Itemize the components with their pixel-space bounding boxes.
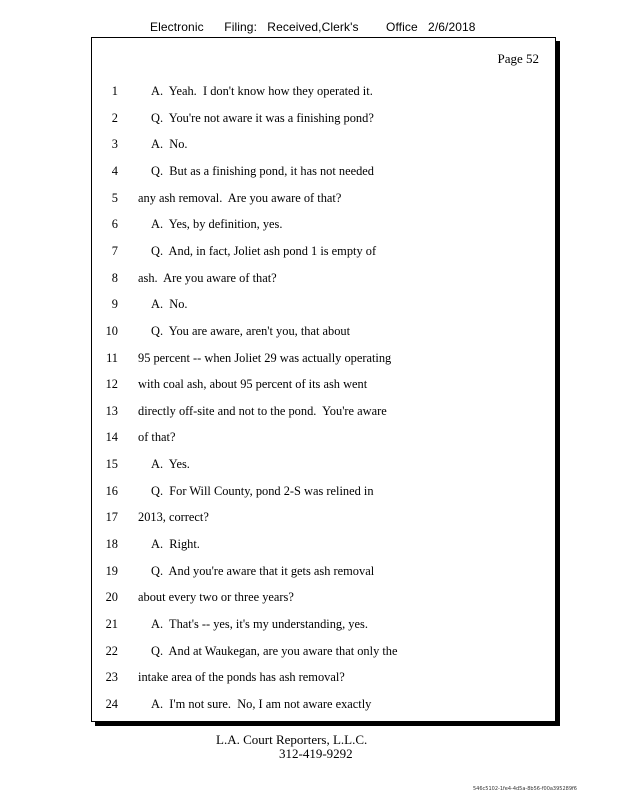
line-text: of that?: [138, 430, 176, 444]
line-number: 21: [105, 617, 118, 631]
transcript-line: [92, 508, 532, 526]
line-number: 13: [105, 404, 118, 418]
transcript-line: [92, 162, 532, 180]
transcript-line: [92, 562, 532, 580]
line-number: 19: [105, 564, 118, 578]
transcript-line: [92, 189, 532, 207]
transcript-line: [92, 135, 532, 153]
line-number: 4: [111, 164, 118, 178]
line-text: A. Right.: [151, 537, 200, 551]
line-text: intake area of the ponds has ash removal?: [138, 670, 345, 684]
line-text: Q. And at Waukegan, are you aware that only the: [151, 644, 398, 658]
filing-stamp: Electronic Filing: Received,Clerk's Office 2/6/2018: [150, 20, 476, 34]
line-number: 18: [105, 537, 118, 551]
line-text: Q. For Will County, pond 2-S was relined in: [151, 484, 374, 498]
line-text: any ash removal. Are you aware of that?: [138, 191, 342, 205]
line-number: 15: [105, 457, 118, 471]
transcript-line: [92, 695, 532, 713]
line-number: 12: [105, 377, 118, 391]
line-text: Q. You're not aware it was a finishing pond?: [151, 111, 374, 125]
line-text: about every two or three years?: [138, 590, 294, 604]
transcript-line: [92, 375, 532, 393]
line-number: 5: [111, 191, 118, 205]
line-number: 8: [111, 271, 118, 285]
transcript-line: [92, 242, 532, 260]
line-text: Q. And, in fact, Joliet ash pond 1 is empty of: [151, 244, 377, 258]
line-number: 2: [111, 111, 118, 125]
transcript-line: [92, 668, 532, 686]
transcript-line: [92, 269, 532, 287]
line-number: 16: [105, 484, 118, 498]
line-number: 24: [105, 697, 118, 711]
line-text: 95 percent -- when Joliet 29 was actually operating: [138, 351, 392, 365]
line-number: 10: [105, 324, 118, 338]
line-text: Q. But as a finishing pond, it has not needed: [151, 164, 375, 178]
line-number: 6: [111, 217, 118, 231]
transcript-line: [92, 109, 532, 127]
line-text: A. Yes.: [151, 457, 190, 471]
transcript-line: [92, 82, 532, 100]
line-number: 22: [105, 644, 118, 658]
line-number: 9: [111, 297, 118, 311]
transcript-line: [92, 349, 532, 367]
line-number: 23: [105, 670, 118, 684]
transcript-line: [92, 535, 532, 553]
document-id: 546c5102-1fe4-4d5a-8b56-f00a395289f6: [473, 786, 577, 792]
page-number: Page 52: [497, 51, 539, 66]
transcript-line: [92, 295, 532, 313]
line-text: A. Yes, by definition, yes.: [151, 217, 283, 231]
court-reporter-name: L.A. Court Reporters, L.L.C.: [216, 732, 368, 747]
transcript-line: [92, 428, 532, 446]
line-text: 2013, correct?: [138, 510, 209, 524]
line-text: with coal ash, about 95 percent of its ash went: [138, 377, 368, 391]
line-text: Q. You are aware, aren't you, that about: [151, 324, 351, 338]
line-number: 17: [105, 510, 118, 524]
transcript-line: [92, 402, 532, 420]
line-number: 14: [105, 430, 118, 444]
line-text: A. No.: [151, 297, 188, 311]
line-text: directly off-site and not to the pond. You're aware: [138, 404, 387, 418]
line-text: A. That's -- yes, it's my understanding, yes.: [151, 617, 368, 631]
transcript-line: [92, 615, 532, 633]
line-number: 7: [111, 244, 118, 258]
transcript-line: [92, 588, 532, 606]
line-text: A. I'm not sure. No, I am not aware exactly: [151, 697, 372, 711]
line-text: ash. Are you aware of that?: [138, 271, 277, 285]
transcript-line: [92, 482, 532, 500]
transcript-line: [92, 322, 532, 340]
line-text: Q. And you're aware that it gets ash removal: [151, 564, 375, 578]
line-number: 20: [105, 590, 118, 604]
transcript-line: [92, 215, 532, 233]
transcript-line: [92, 455, 532, 473]
line-text: A. Yeah. I don't know how they operated it.: [151, 84, 373, 98]
line-number: 3: [111, 137, 118, 151]
line-text: A. No.: [151, 137, 188, 151]
line-number: 11: [106, 351, 118, 365]
transcript-page: [91, 37, 556, 722]
transcript-line: [92, 642, 532, 660]
court-reporter-phone: 312-419-9292: [279, 746, 353, 761]
line-number: 1: [111, 84, 118, 98]
